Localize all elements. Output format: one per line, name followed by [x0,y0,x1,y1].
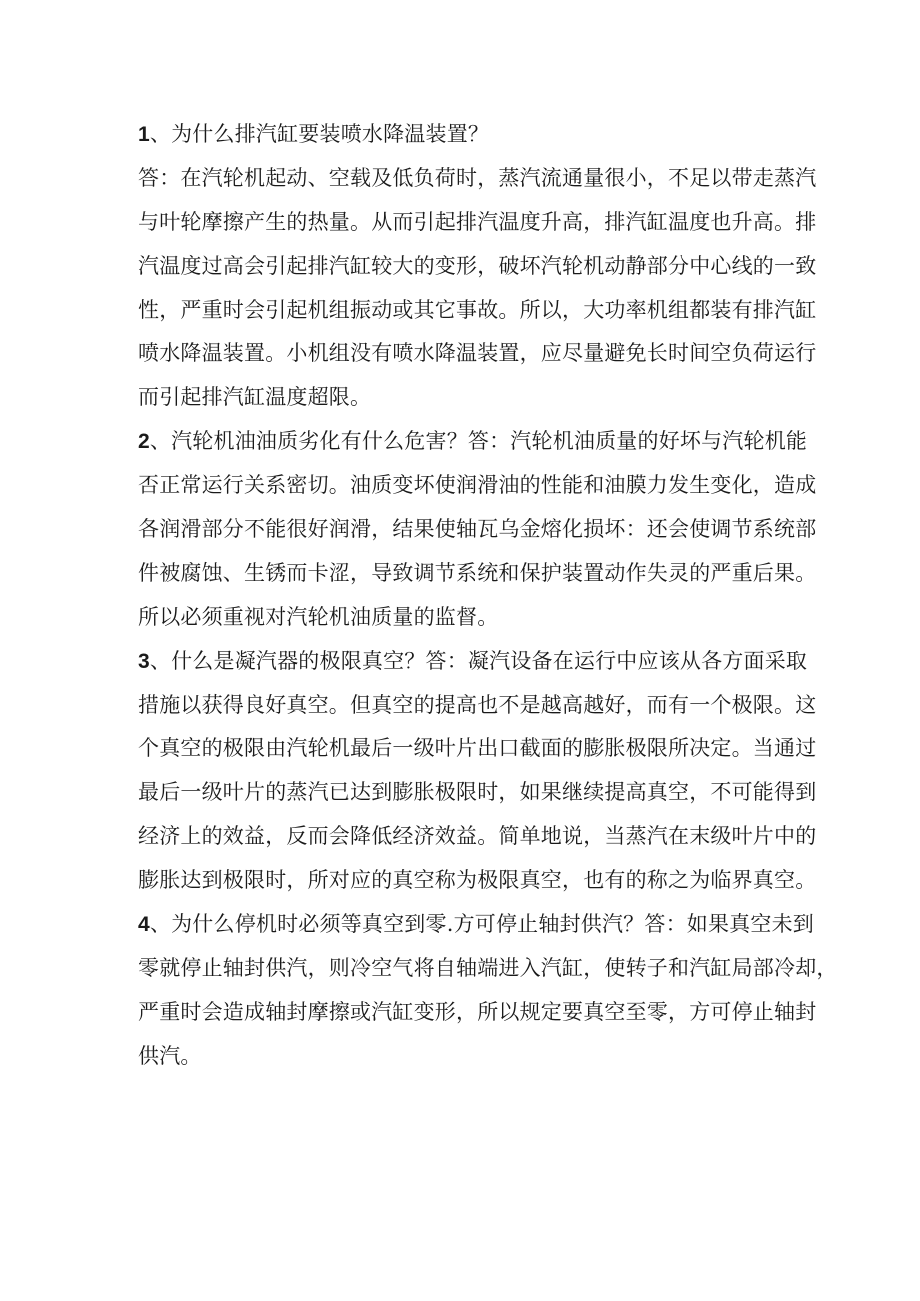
answer-line: 汽温度过高会引起排汽缸较大的变形，破坏汽轮机动静部分中心线的一致 [138,253,817,278]
question-text: 、为什么停机时必须等真空到零.方可停止轴封供汽？答：如果真空未到 [149,912,814,937]
q2-title-line [138,420,808,464]
q3-title-line [138,640,808,684]
answer-line: 件被腐蚀、生锈而卡涩，导致调节系统和保护装置动作失灵的严重后果。 [138,560,817,585]
answer-line: 供汽。 [138,1043,202,1068]
answer-line: 零就停止轴封供汽，则冷空气将自轴端进入汽缸，使转子和汽缸局部冷却， [138,955,838,980]
answer-line: 喷水降温装置。小机组没有喷水降温装置，应尽量避免长时间空负荷运行 [138,341,817,366]
answer-line: 措施以获得良好真空。但真空的提高也不是越高越好，而有一个极限。这 [138,692,817,717]
answer-line: 严重时会造成轴封摩擦或汽缸变形，所以规定要真空至零，方可停止轴封 [138,999,817,1024]
answer-line: 各润滑部分不能很好润滑，结果使轴瓦乌金熔化损坏：还会使调节系统部 [138,517,817,542]
question-number: 2 [138,430,150,454]
document-body [138,113,838,1079]
question-number: 1 [138,123,150,146]
question-text: 、汽轮机油油质劣化有什么危害？答：汽轮机油质量的好坏与汽轮机能 [149,429,808,454]
question-number: 3 [138,649,150,673]
answer-line: 与叶轮摩擦产生的热量。从而引起排汽温度升高，排汽缸温度也升高。排 [138,209,817,234]
answer-line: 经济上的效益，反而会降低经济效益。简单地说，当蒸汽在末级叶片中的 [138,824,817,849]
answer-line: 答：在汽轮机起动、空载及低负荷时，蒸汽流通量很小，不足以带走蒸汽 [138,165,817,190]
q4-title-line [138,903,814,947]
question-number: 4 [138,913,150,937]
question-text: 、什么是凝汽器的极限真空？答：凝汽设备在运行中应该从各方面采取 [149,648,808,673]
answer-line: 最后一级叶片的蒸汽已达到膨胀极限时，如果继续提高真空，不可能得到 [138,780,817,805]
answer-line: 否正常运行关系密切。油质变坏使润滑油的性能和油膜力发生变化，造成 [138,473,817,498]
question-text: 、为什么排汽缸要装喷水降温装置？ [149,122,490,146]
answer-line: 所以必须重视对汽轮机油质量的监督。 [138,604,499,629]
answer-line: 个真空的极限由汽轮机最后一级叶片出口截面的膨胀极限所决定。当通过 [138,736,817,761]
answer-line: 性，严重时会引起机组振动或其它事故。所以，大功率机组都装有排汽缸 [138,297,817,322]
q1-title-line [138,113,788,157]
answer-line: 而引起排汽缸温度超限。 [138,385,372,410]
answer-line: 膨胀达到极限时，所对应的真空称为极限真空，也有的称之为临界真空。 [138,868,817,893]
